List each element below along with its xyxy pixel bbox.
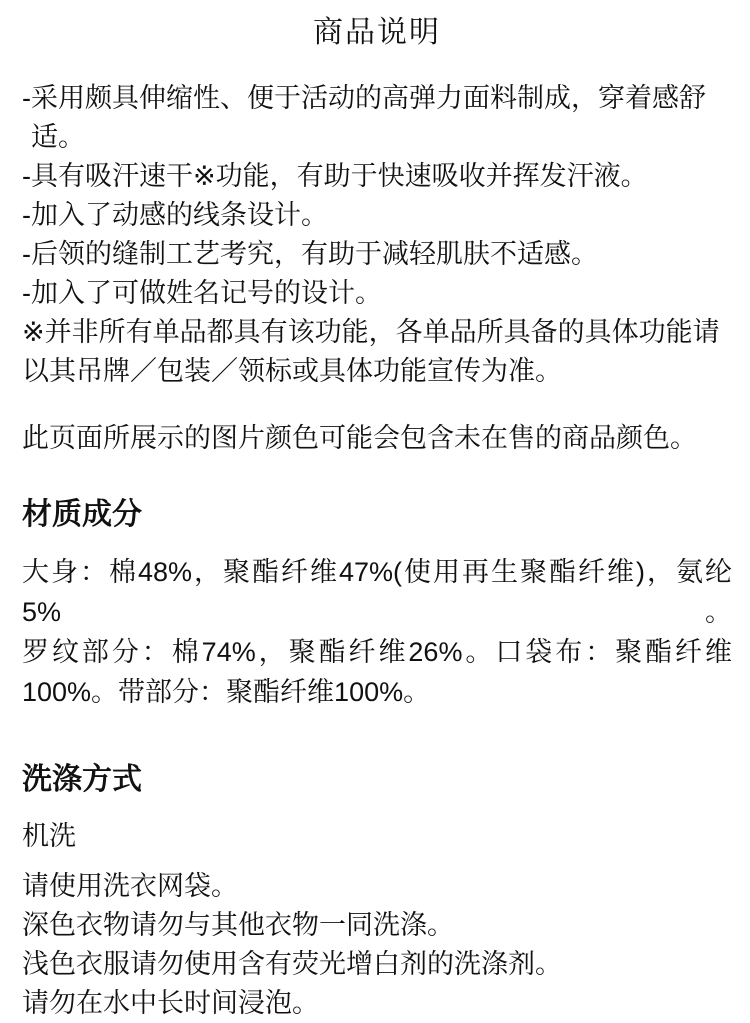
bullet-dash: - [22, 239, 31, 269]
washing-instruction: 请使用洗衣网袋。 [22, 871, 238, 901]
bullet-dash: - [22, 83, 31, 113]
feature-text: 加入了动感的线条设计。 [31, 200, 328, 230]
washing-method: 机洗 [22, 821, 76, 851]
feature-item [22, 235, 732, 274]
bullet-dash: - [22, 200, 31, 230]
feature-item [22, 196, 732, 235]
bullet-dash: - [22, 161, 31, 191]
washing-instruction: 请勿在水中长时间浸泡。 [22, 988, 319, 1018]
feature-disclaimer: ※并非所有单品都具有该功能，各单品所具备的具体功能请以其吊牌／包装／领标或具体功能宣传为准。 [22, 317, 720, 386]
washing-section-heading: 洗涤方式 [22, 763, 142, 796]
color-availability-note: 此页面所展示的图片颜色可能会包含未在售的商品颜色。 [22, 423, 697, 453]
feature-text: 加入了可做姓名记号的设计。 [31, 278, 382, 308]
feature-item [22, 274, 732, 313]
material-line: 罗纹部分：棉74%，聚酯纤维26%。口袋布：聚酯纤维 [22, 637, 732, 667]
bullet-dash: - [22, 278, 31, 308]
washing-instructions [22, 867, 732, 1023]
washing-instruction: 深色衣物请勿与其他衣物一同洗涤。 [22, 910, 454, 940]
material-line: 大身：棉48%，聚酯纤维47%(使用再生聚酯纤维)，氨纶5%。 [22, 557, 732, 627]
material-section-heading: 材质成分 [22, 498, 142, 531]
washing-instruction: 浅色衣服请勿使用含有荧光增白剂的洗涤剂。 [22, 949, 562, 979]
feature-text: 具有吸汗速干※功能，有助于快速吸收并挥发汗液。 [31, 161, 648, 191]
feature-item [22, 79, 732, 157]
feature-list [22, 79, 732, 391]
page-title: 商品说明 [313, 16, 441, 49]
material-line: 100%。带部分：聚酯纤维100%。 [22, 677, 431, 707]
feature-item [22, 157, 732, 196]
material-composition [22, 552, 732, 712]
feature-text: 后领的缝制工艺考究，有助于减轻肌肤不适感。 [31, 239, 598, 269]
feature-text: 采用颇具伸缩性、便于活动的高弹力面料制成，穿着感舒适。 [31, 83, 706, 152]
